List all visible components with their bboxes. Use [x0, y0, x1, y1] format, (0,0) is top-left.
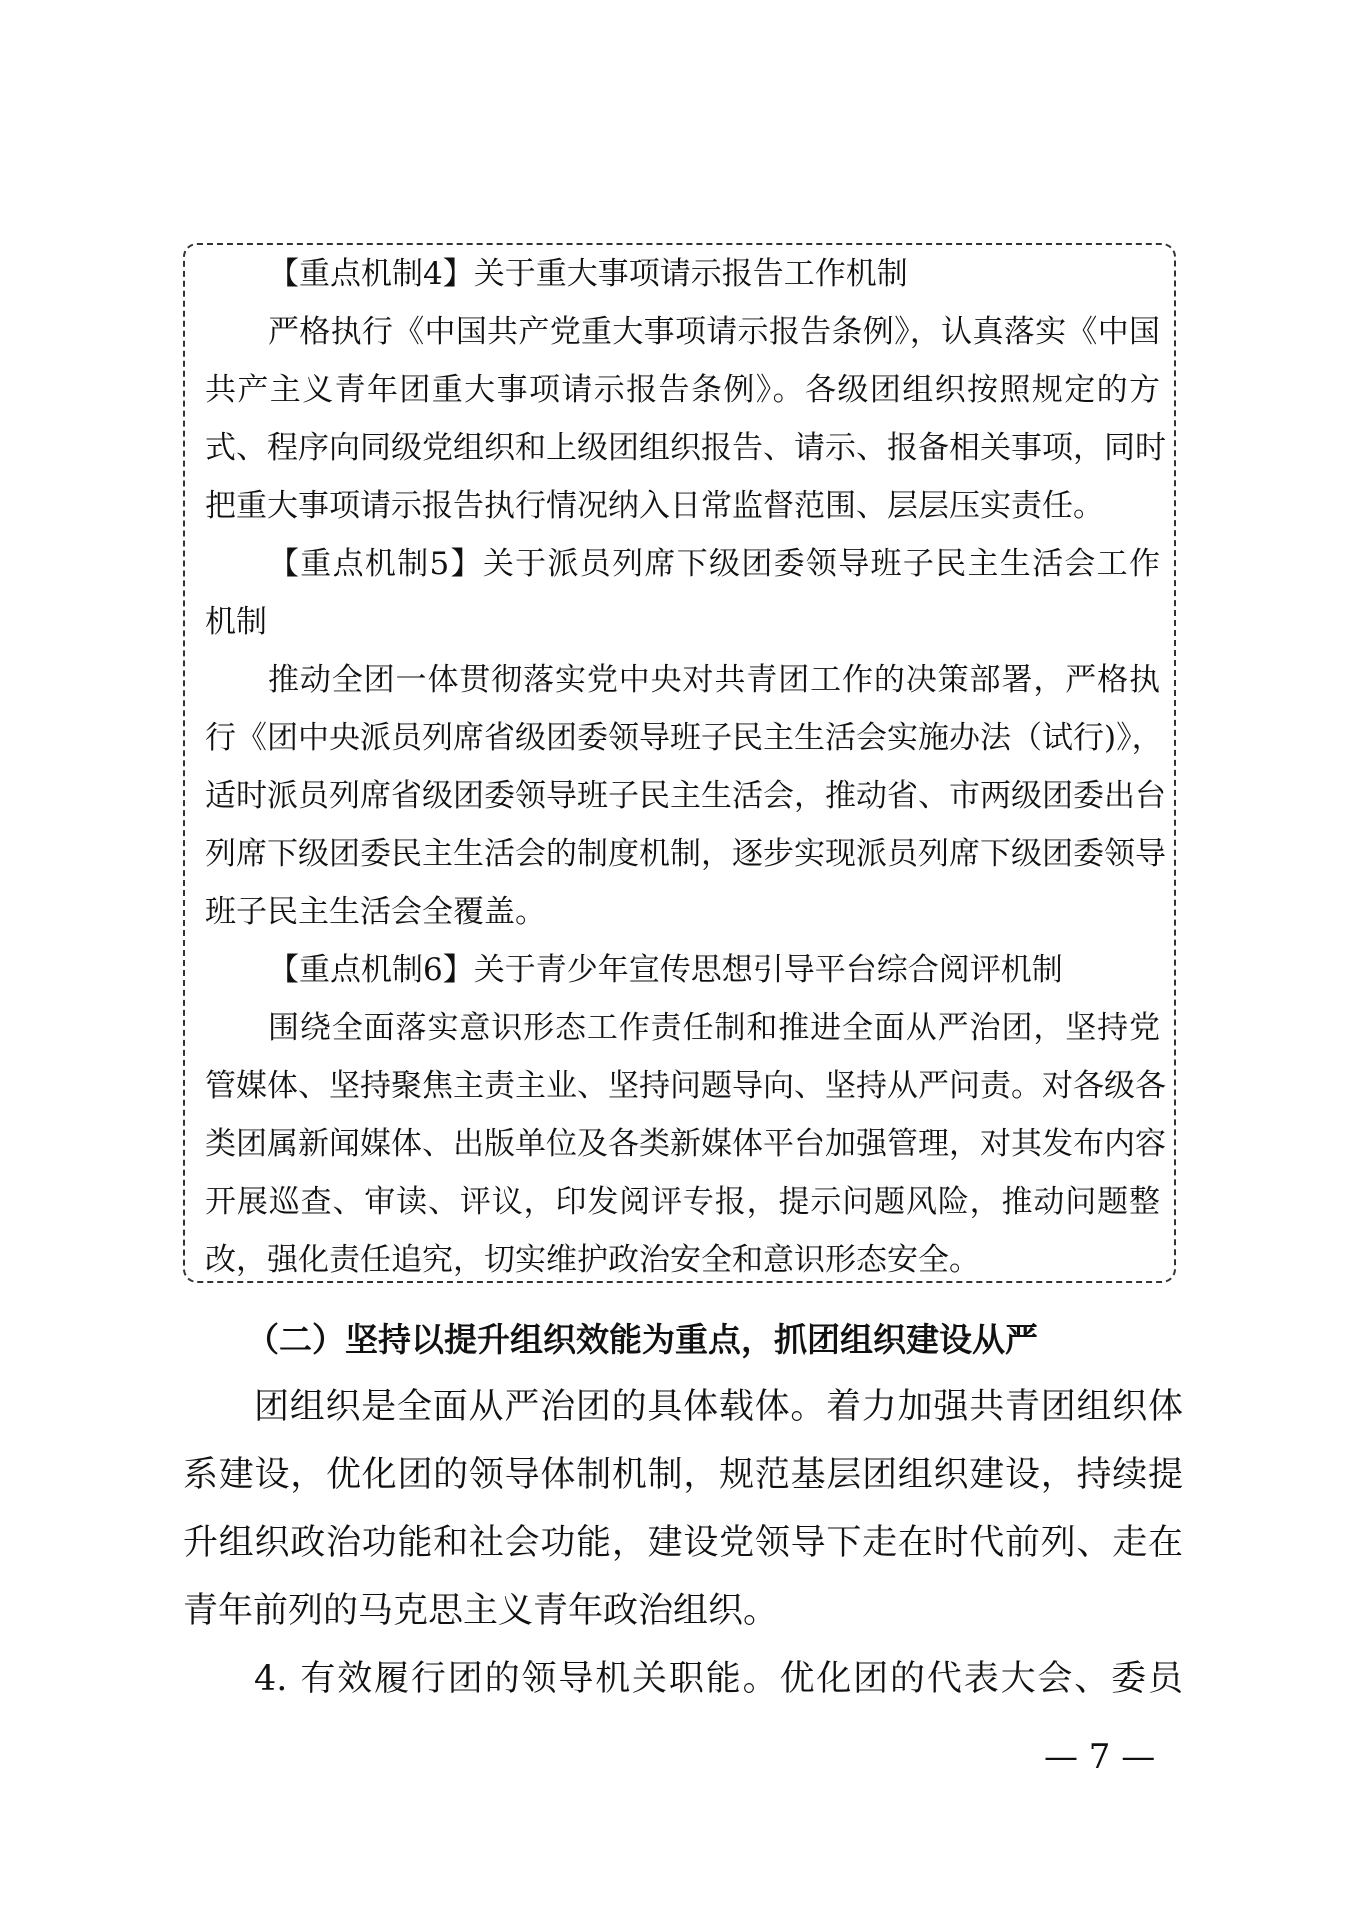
mechanism-6-line-5: 改，强化责任追究，切实维护政治安全和意识形态安全。	[205, 1242, 980, 1278]
paragraph-line-3: 升组织政治功能和社会功能，建设党领导下走在时代前列、走在	[183, 1523, 1183, 1563]
mechanism-6-line-4: 开展巡查、审读、评议，印发阅评专报，提示问题风险，推动问题整	[205, 1184, 1160, 1220]
mechanism-4-line-4: 把重大事项请示报告执行情况纳入日常监督范围、层层压实责任。	[205, 488, 1104, 524]
section-heading: （二）坚持以提升组织效能为重点，抓团组织建设从严	[246, 1320, 1038, 1359]
mechanism-5-line-1: 推动全团一体贯彻落实党中央对共青团工作的决策部署，严格执	[268, 662, 1160, 698]
mechanism-4-line-2: 共产主义青年团重大事项请示报告条例》。各级团组织按照规定的方	[205, 372, 1160, 408]
mechanism-6-title: 【重点机制6】关于青少年宣传思想引导平台综合阅评机制	[268, 952, 1063, 988]
mechanism-4-line-1: 严格执行《中国共产党重大事项请示报告条例》，认真落实《中国	[268, 314, 1160, 350]
page-number: — 7 —	[1044, 1737, 1156, 1777]
paragraph-line-2: 系建设，优化团的领导体制机制，规范基层团组织建设，持续提	[183, 1455, 1183, 1495]
mechanism-6-line-1: 围绕全面落实意识形态工作责任制和推进全面从严治团，坚持党	[268, 1010, 1160, 1046]
mechanism-5-line-5: 班子民主生活会全覆盖。	[205, 894, 546, 930]
mechanism-6-line-3: 类团属新闻媒体、出版单位及各类新媒体平台加强管理，对其发布内容	[205, 1126, 1166, 1162]
paragraph-line-1: 团组织是全面从严治团的具体载体。着力加强共青团组织体	[254, 1387, 1183, 1427]
mechanism-5-title-line-1: 【重点机制5】关于派员列席下级团委领导班子民主生活会工作	[268, 546, 1160, 582]
mechanism-6-line-2: 管媒体、坚持聚焦主责主业、坚持问题导向、坚持从严问责。对各级各	[205, 1068, 1166, 1104]
mechanism-5-line-3: 适时派员列席省级团委领导班子民主生活会，推动省、市两级团委出台	[205, 778, 1166, 814]
item-4-line: 4. 有效履行团的领导机关职能。优化团的代表大会、委员	[254, 1659, 1183, 1699]
mechanism-4-title: 【重点机制4】关于重大事项请示报告工作机制	[268, 256, 908, 292]
mechanism-4-line-3: 式、程序向同级党组织和上级团组织报告、请示、报备相关事项，同时	[205, 430, 1166, 466]
mechanism-5-title-line-2: 机制	[205, 604, 267, 640]
mechanism-5-line-4: 列席下级团委民主生活会的制度机制，逐步实现派员列席下级团委领导	[205, 836, 1166, 872]
paragraph-line-4: 青年前列的马克思主义青年政治组织。	[183, 1591, 779, 1631]
mechanism-5-line-2: 行《团中央派员列席省级团委领导班子民主生活会实施办法（试行)》，	[205, 720, 1163, 756]
